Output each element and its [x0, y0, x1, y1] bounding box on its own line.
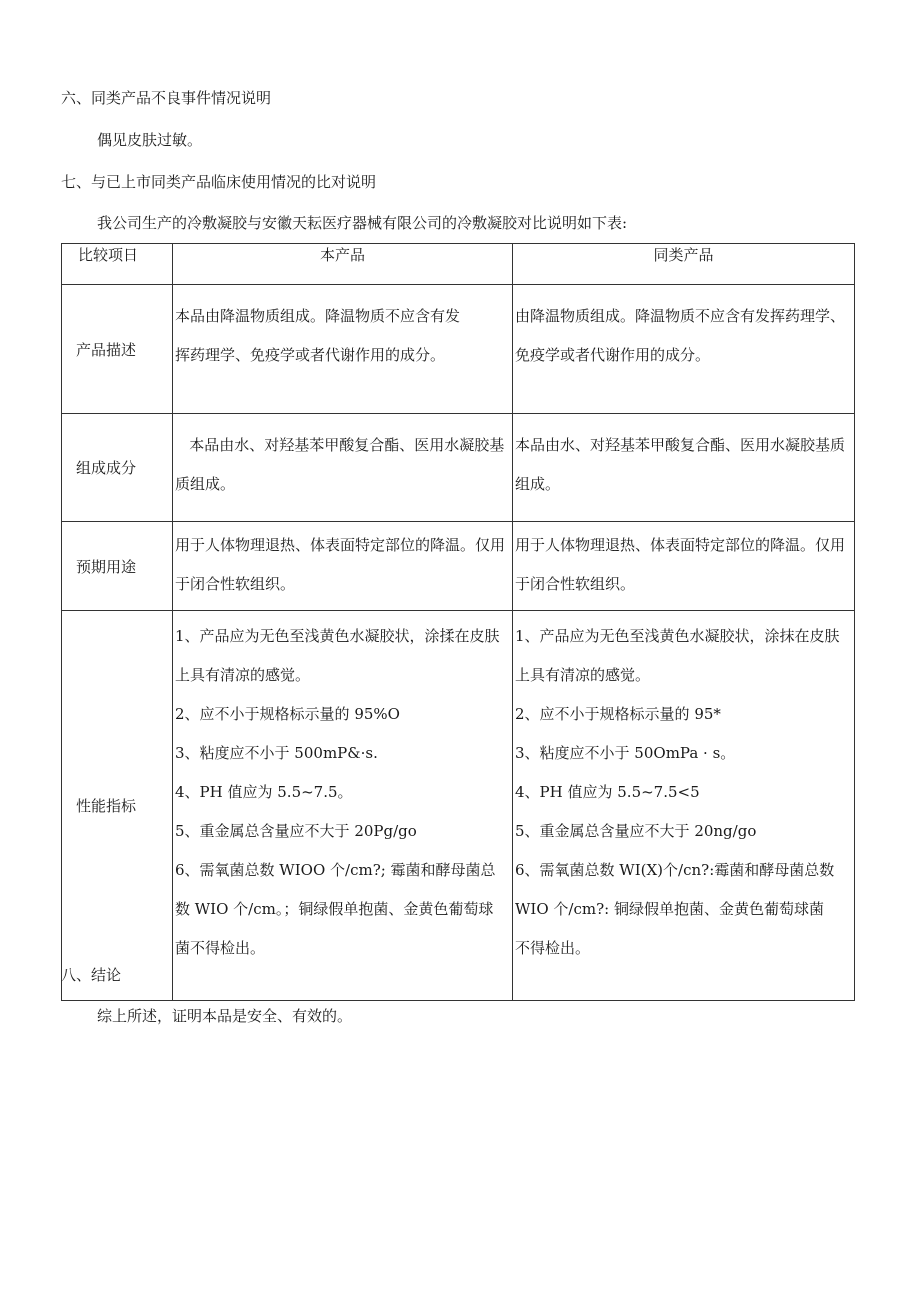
section6-body: 偶见皮肤过敏。: [97, 131, 203, 149]
row-label: 产品描述: [62, 285, 173, 414]
table-row: [62, 414, 855, 522]
section7-intro: 我公司生产的冷敷凝胶与安徽天耘医疗器械有限公司的冷敷凝胶对比说明如下表:: [97, 214, 628, 232]
cell-line: 2、应不小于规格标示量的 95%O: [175, 705, 400, 723]
cell-line: 质组成。: [175, 475, 236, 493]
cell-line: 5、重金属总含量应不大于 20Pg/go: [175, 822, 417, 840]
section6-heading: 六、同类产品不良事件情况说明: [61, 89, 272, 107]
cell-line: 组成。: [515, 475, 561, 493]
our-product-cell: [173, 522, 513, 611]
cell-line: 本品由水、对羟基苯甲酸复合酯、医用水凝胶基质: [515, 436, 846, 454]
cell-line: 于闭合性软组织。: [515, 575, 636, 593]
header-item: 比较项日: [62, 244, 173, 285]
table-header-row: [62, 244, 855, 285]
cell-line: 4、PH 值应为 5.5~7.5<5: [515, 783, 700, 801]
section8-heading: 八、结论: [61, 966, 122, 984]
cell-line: 菌不得检出。: [175, 939, 266, 957]
cell-line: WIO 个/cm?: 铜绿假单抱菌、金黄色葡萄球菌: [515, 900, 824, 918]
section7-heading: 七、与已上市同类产品临床使用情况的比对说明: [61, 173, 377, 191]
header-our-product: 本产品: [173, 244, 513, 285]
row-label: 组成成分: [62, 414, 173, 522]
similar-product-cell: [513, 522, 855, 611]
cell-line: 4、PH 值应为 5.5~7.5。: [175, 783, 353, 801]
cell-line: 6、需氧菌总数 WI(X)个/cn?:霉菌和酵母菌总数: [515, 861, 835, 879]
our-product-cell: [173, 414, 513, 522]
row-label: 预期用途: [62, 522, 173, 611]
cell-line: 上具有清凉的感觉。: [515, 666, 651, 684]
similar-product-cell: [513, 285, 855, 414]
header-similar-product: 同类产品: [513, 244, 855, 285]
comparison-table: [61, 243, 855, 1001]
cell-line: 本品由降温物质组成。降温物质不应含有发: [175, 307, 461, 325]
our-product-cell: [173, 285, 513, 414]
cell-line: 免疫学或者代谢作用的成分。: [515, 346, 711, 364]
cell-line: 不得检出。: [515, 939, 591, 957]
cell-line: 用于人体物理退热、体表面特定部位的降温。仅用: [515, 536, 846, 554]
similar-product-cell: [513, 414, 855, 522]
cell-line: 1、产品应为无色至浅黄色水凝胶状，涂抹在皮肤: [515, 627, 840, 645]
table-row: [62, 611, 855, 1001]
cell-line: 数 WIO 个/cm。；铜绿假单抱菌、金黄色葡萄球: [175, 900, 494, 918]
cell-line: 2、应不小于规格标示量的 95*: [515, 705, 721, 723]
cell-line: 用于人体物理退热、体表面特定部位的降温。仅用: [175, 536, 506, 554]
table-row: [62, 285, 855, 414]
cell-line: 6、需氧菌总数 WIOO 个/cm?; 霉菌和酵母菌总: [175, 861, 496, 879]
cell-line: 本品由水、对羟基苯甲酸复合酯、医用水凝胶基: [175, 436, 505, 454]
similar-product-cell: [513, 611, 855, 1001]
row-label: 性能指标: [62, 611, 173, 1001]
cell-line: 挥药理学、免疫学或者代谢作用的成分。: [175, 346, 446, 364]
our-product-cell: [173, 611, 513, 1001]
cell-line: 5、重金属总含量应不大于 20ng/go: [515, 822, 757, 840]
cell-line: 3、粘度应不小于 500mP&·s.: [175, 744, 378, 762]
table-row: [62, 522, 855, 611]
cell-line: 上具有清凉的感觉。: [175, 666, 311, 684]
cell-line: 1、产品应为无色至浅黄色水凝胶状，涂揉在皮肤: [175, 627, 500, 645]
cell-line: 由降温物质组成。降温物质不应含有发挥药理学、: [515, 307, 846, 325]
cell-line: 于闭合性软组织。: [175, 575, 296, 593]
section8-body: 综上所述，证明本品是安全、有效的。: [97, 1007, 353, 1025]
cell-line: 3、粘度应不小于 50OmPa · s。: [515, 744, 736, 762]
